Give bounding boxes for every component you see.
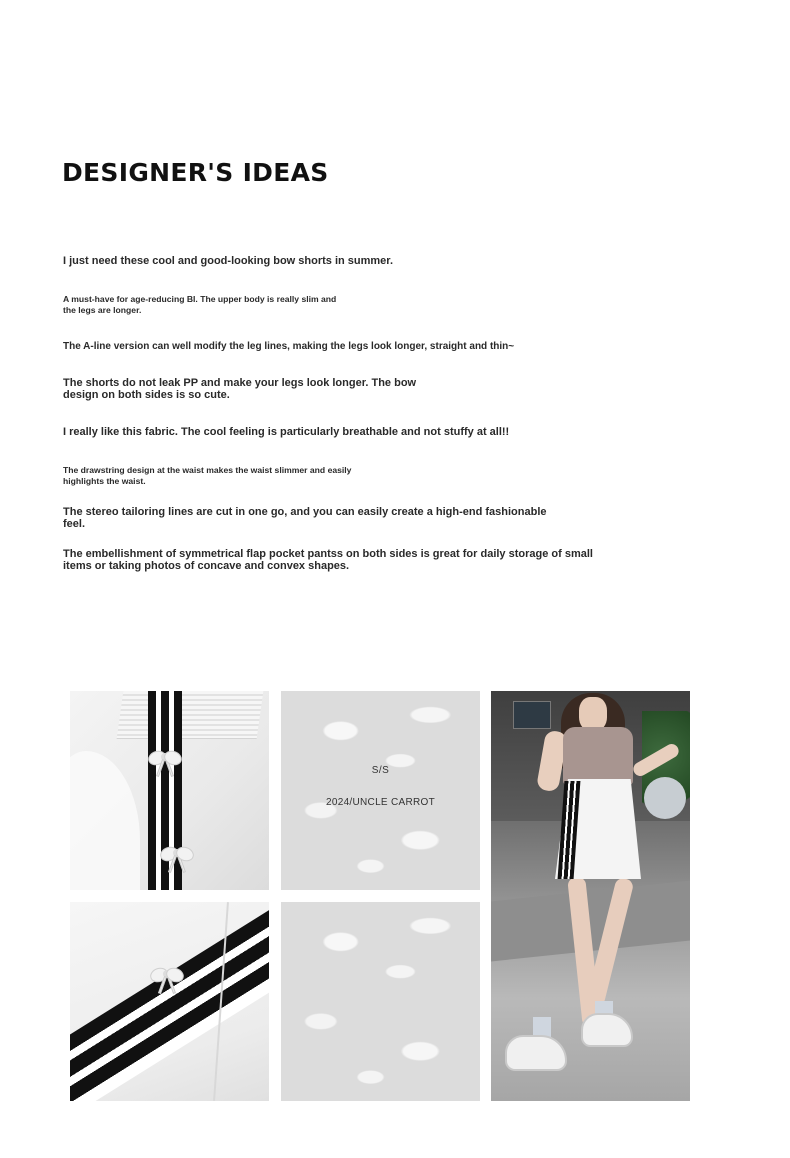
- idea-4: [63, 378, 416, 401]
- brand-card: [281, 691, 480, 890]
- decor-sphere: [644, 777, 686, 819]
- idea-1: I just need these cool and good-looking bow shorts in summer.: [63, 255, 394, 267]
- model-photo: [491, 691, 690, 1101]
- stripe-bow-detail-photo: [70, 902, 269, 1101]
- wall-sign: [513, 701, 551, 729]
- section-title: DESIGNER'S IDEAS: [62, 158, 329, 187]
- diagonal-stripes: [70, 902, 269, 1101]
- elastic-waistband: [117, 691, 264, 739]
- idea-6: [63, 465, 351, 487]
- waistband-detail-photo: [70, 691, 269, 890]
- fabric-fold: [70, 751, 140, 890]
- idea-6-line-2: highlights the waist.: [63, 476, 146, 487]
- idea-8-line-1: The embellishment of symmetrical flap pocket pantss on both sides is great for daily storage of small: [63, 548, 593, 560]
- brand-label: 2024/UNCLE CARROT: [325, 797, 436, 808]
- model-top: [563, 727, 633, 785]
- idea-7: [63, 507, 547, 530]
- idea-6-line-1: The drawstring design at the waist makes the waist slimmer and easily: [63, 465, 352, 475]
- idea-2-line-1: A must-have for age-reducing BI. The upper body is really slim and: [63, 294, 337, 304]
- idea-4-line-2: design on both sides is so cute.: [63, 388, 230, 401]
- idea-2-line-2: the legs are longer.: [63, 305, 142, 316]
- bow-icon: [160, 839, 194, 873]
- season-label: S/S: [371, 765, 390, 776]
- idea-7-line-1: The stereo tailoring lines are cut in one go, and you can easily create a high-end fashionable: [63, 506, 547, 518]
- idea-8-line-2: items or taking photos of concave and convex shapes.: [63, 559, 350, 572]
- bow-icon: [150, 960, 184, 994]
- idea-2: [63, 294, 336, 316]
- idea-7-line-2: feel.: [63, 517, 86, 530]
- idea-4-line-1: The shorts do not leak PP and make your legs look longer. The bow: [63, 377, 417, 389]
- model-face: [579, 697, 607, 731]
- idea-5: I really like this fabric. The cool feeling is particularly breathable and not stuffy at all!!: [63, 426, 510, 438]
- model-sneaker: [505, 1035, 567, 1071]
- idea-8: [63, 549, 593, 572]
- model-sneaker: [581, 1013, 633, 1047]
- shadow-texture-card: [281, 902, 480, 1101]
- bow-icon: [148, 743, 182, 777]
- idea-3: The A-line version can well modify the leg lines, making the legs look longer, straight and thin~: [63, 341, 515, 352]
